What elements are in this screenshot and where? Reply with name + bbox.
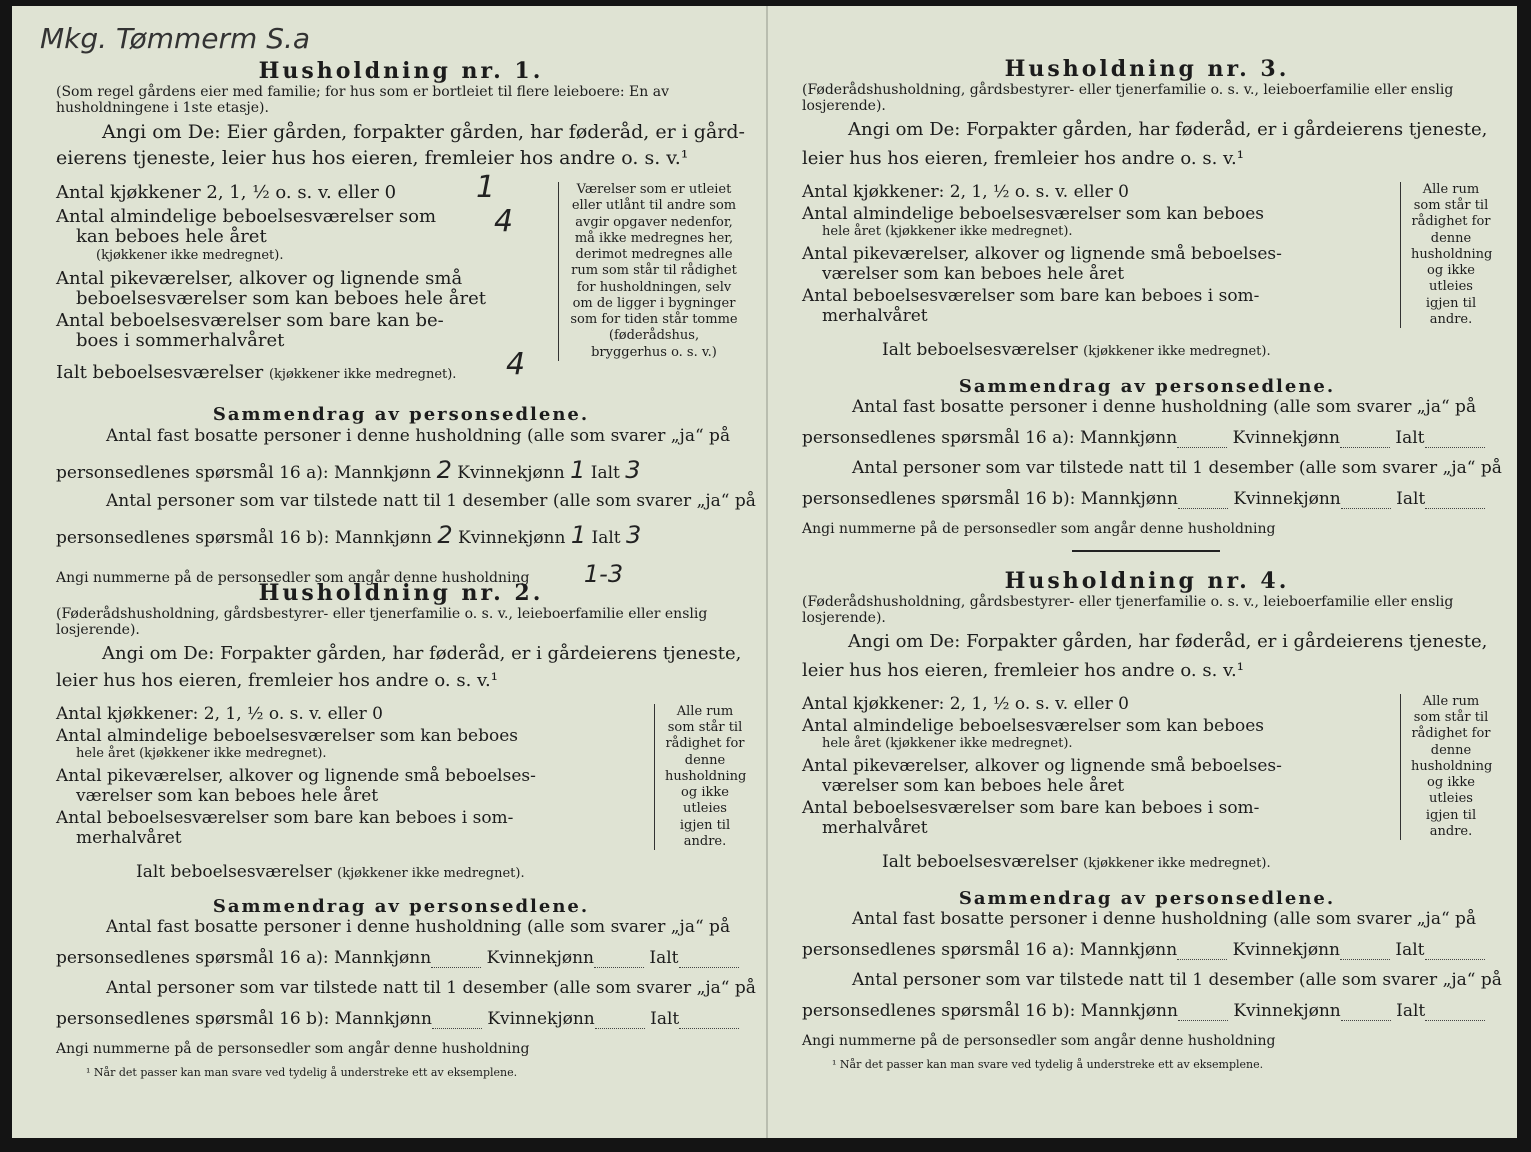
household-4 — [802, 568, 1502, 1071]
h1-b-kvinne: 1 — [570, 521, 587, 550]
som-label-1: Antal beboelsesværelser som bare kan be- — [56, 310, 444, 332]
household-4-title: Husholdning nr. 4. — [1004, 568, 1290, 594]
h2-b-kvinne-label: Kvinnekjønn — [487, 1008, 595, 1029]
h2-note: Alle rum som står til rådighet for denne husholdning og ikke utleies igjen til andre. — [654, 704, 745, 850]
h3-b-line2 — [802, 489, 1492, 509]
h4-alm1: Antal almindelige beboelsesværelser som kan beboes — [802, 715, 1264, 736]
pike-label-2: beboelsesværelser som kan beboes hele året — [76, 288, 486, 310]
h4-som2: merhalvåret — [822, 817, 928, 838]
h1-num-answer: 1-3 — [583, 560, 624, 589]
h2-b-ialt-label: Ialt — [650, 1008, 680, 1029]
h2-a-kvinne-field[interactable] — [594, 967, 644, 968]
h3-angi-line2: leier hus hos eieren, fremleier hos andre o. s. v.¹ — [802, 148, 1244, 170]
h3-summary-title: Sammendrag av personsedlene. — [958, 375, 1336, 397]
h2-alm1: Antal almindelige beboelsesværelser som kan beboes — [56, 725, 518, 746]
h1-a-kvinne-label: Kvinnekjønn — [457, 463, 565, 484]
h4-b-mann-field[interactable] — [1178, 1020, 1228, 1021]
h2-b-mann-label: personsedlenes spørsmål 16 b): Mannkjønn — [56, 1008, 432, 1029]
h1-b-ialt: 3 — [626, 521, 642, 550]
right-footnote: ¹ Når det passer kan man svare ved tydelig å understreke ett av eksemplene. — [832, 1057, 1264, 1071]
h3-a-ialt-field[interactable] — [1425, 447, 1485, 448]
h1-a-mann: 2 — [436, 456, 452, 485]
household-1 — [56, 58, 756, 589]
som-label-2: boes i sommerhalvåret — [76, 330, 285, 352]
h3-ialt-small: (kjøkkener ikke medregnet). — [1083, 343, 1271, 359]
h3-kjokken: Antal kjøkkener: 2, 1, ½ o. s. v. eller 0 — [802, 181, 1129, 202]
h1-b-line1: Antal personer som var tilstede natt til 1 desember (alle som svarer „ja“ på — [106, 490, 756, 511]
alm-label-1: Antal almindelige beboelsesværelser som — [56, 206, 437, 228]
h3-b-mann-field[interactable] — [1178, 508, 1228, 509]
h2-ialt — [136, 862, 525, 882]
kjokken-answer: 1 — [476, 170, 496, 206]
h4-a-line1: Antal fast bosatte personer i denne husholdning (alle som svarer „ja“ på — [852, 909, 1477, 930]
h4-kjokken: Antal kjøkkener: 2, 1, ½ o. s. v. eller 0 — [802, 693, 1129, 714]
h2-a-kvinne-label: Kvinnekjønn — [486, 947, 594, 968]
kjokken-label: Antal kjøkkener 2, 1, ½ o. s. v. eller 0 — [56, 182, 397, 204]
household-3-subtitle: (Føderådshusholdning, gårdsbestyrer- eller tjenerfamilie o. s. v., leieboerfamilie eller enslig losjerende). — [802, 82, 1454, 115]
household-2-subtitle: (Føderådshusholdning, gårdsbestyrer- eller tjenerfamilie o. s. v., leieboerfamilie eller enslig losjerende). — [56, 606, 708, 639]
h3-b-mann-label: personsedlenes spørsmål 16 b): Mannkjønn — [802, 488, 1178, 509]
h2-a-mann-field[interactable] — [431, 967, 481, 968]
h3-note: Alle rum som står til rådighet for denne husholdning og ikke utleies igjen til andre. — [1400, 182, 1491, 328]
h4-b-ialt-label: Ialt — [1396, 1000, 1426, 1021]
h4-pike2: værelser som kan beboes hele året — [822, 775, 1125, 796]
h1-num-label: Angi nummerne på de personsedler som angår denne husholdning — [56, 570, 530, 587]
h2-a-ialt-label: Ialt — [649, 947, 679, 968]
household-1-angi-line2: eierens tjeneste, leier hus hos eieren, fremleier hos andre o. s. v.¹ — [56, 147, 689, 170]
h3-pike1: Antal pikeværelser, alkover og lignende små beboelses- — [802, 243, 1282, 264]
h3-som1: Antal beboelsesværelser som bare kan beboes i som- — [802, 285, 1260, 306]
h1-a-ialt: 3 — [625, 456, 641, 485]
h3-a-ialt-label: Ialt — [1395, 427, 1425, 448]
h4-a-ialt-label: Ialt — [1395, 939, 1425, 960]
alm-label-2: kan beboes hele året — [76, 226, 267, 248]
household-1-note: Værelser som er utleiet eller utlånt til andre som avgir opgaver nedenfor, må ikke medregnes her, derimot medregnes alle rum som står til rådighet for husholdningen, selv om de ligger i bygninger som for tiden står tomme (føderådshus, bryggerhus o. s. v.) — [558, 182, 739, 361]
h4-som1: Antal beboelsesværelser som bare kan beboes i som- — [802, 797, 1260, 818]
h3-angi-line1: Angi om De: Forpakter gården, har føderåd, er i gårdeierens tjeneste, — [848, 118, 1488, 140]
h2-b-line2 — [56, 1009, 746, 1029]
h3-b-ialt-field[interactable] — [1425, 508, 1485, 509]
h4-a-mann-label: personsedlenes spørsmål 16 a): Mannkjønn — [802, 939, 1178, 960]
ialt-answer: 4 — [506, 347, 526, 383]
h3-ialt — [882, 340, 1271, 360]
h1-a-ialt-label: Ialt — [590, 463, 620, 484]
h1-b-ialt-label: Ialt — [591, 528, 621, 549]
household-1-summary-title: Sammendrag av personsedlene. — [212, 404, 590, 426]
h4-angi-line2: leier hus hos eieren, fremleier hos andre o. s. v.¹ — [802, 660, 1244, 682]
page-fold — [766, 6, 768, 1138]
h2-angi-line1: Angi om De: Forpakter gården, har føderåd, er i gårdeierens tjeneste, — [102, 642, 742, 664]
h4-b-line1: Antal personer som var tilstede natt til 1 desember (alle som svarer „ja“ på — [852, 970, 1502, 991]
h1-b-mann: 2 — [437, 521, 453, 550]
ialt-label: Ialt beboelsesværelser — [56, 362, 264, 384]
h4-alm2: hele året (kjøkkener ikke medregnet). — [822, 735, 1073, 751]
h2-ialt-small: (kjøkkener ikke medregnet). — [337, 865, 525, 881]
h4-ialt-small: (kjøkkener ikke medregnet). — [1083, 855, 1271, 871]
h1-b-mann-label: personsedlenes spørsmål 16 b): Mannkjønn — [56, 528, 432, 549]
h2-a-line1: Antal fast bosatte personer i denne husholdning (alle som svarer „ja“ på — [106, 917, 731, 938]
h2-pike1: Antal pikeværelser, alkover og lignende små beboelses- — [56, 765, 536, 786]
h2-b-mann-field[interactable] — [432, 1028, 482, 1029]
h2-som2: merhalvåret — [76, 827, 182, 848]
h3-alm1: Antal almindelige beboelsesværelser som kan beboes — [802, 203, 1264, 224]
h3-pike2: værelser som kan beboes hele året — [822, 263, 1125, 284]
h4-a-kvinne-field[interactable] — [1340, 959, 1390, 960]
h1-b-kvinne-label: Kvinnekjønn — [458, 528, 566, 549]
h4-b-ialt-field[interactable] — [1425, 1020, 1485, 1021]
h3-a-line2 — [802, 428, 1492, 448]
h3-b-ialt-label: Ialt — [1396, 488, 1426, 509]
h4-b-mann-label: personsedlenes spørsmål 16 b): Mannkjønn — [802, 1000, 1178, 1021]
h1-b-line2 — [56, 521, 746, 550]
h3-num-label: Angi nummerne på de personsedler som angår denne husholdning — [802, 520, 1276, 537]
h4-ialt — [882, 852, 1271, 872]
household-2-rooms — [56, 704, 746, 884]
h3-som2: merhalvåret — [822, 305, 928, 326]
household-3-rooms — [802, 182, 1492, 362]
handwritten-header: Mkg. Tømmerm S.a — [40, 22, 311, 55]
h2-ialt-label: Ialt beboelsesværelser — [136, 861, 332, 882]
h2-kjokken: Antal kjøkkener: 2, 1, ½ o. s. v. eller 0 — [56, 703, 383, 724]
household-2 — [56, 580, 756, 1079]
h4-b-kvinne-label: Kvinnekjønn — [1233, 1000, 1341, 1021]
h4-ialt-label: Ialt beboelsesværelser — [882, 851, 1078, 872]
h2-summary-title: Sammendrag av personsedlene. — [212, 895, 590, 917]
h3-b-line1: Antal personer som var tilstede natt til 1 desember (alle som svarer „ja“ på — [852, 458, 1502, 479]
h4-pike1: Antal pikeværelser, alkover og lignende små beboelses- — [802, 755, 1282, 776]
h4-a-ialt-field[interactable] — [1425, 959, 1485, 960]
left-footnote: ¹ Når det passer kan man svare ved tydelig å understreke ett av eksemplene. — [86, 1065, 518, 1079]
h2-angi-line2: leier hus hos eieren, fremleier hos andre o. s. v.¹ — [56, 670, 498, 692]
h4-a-mann-field[interactable] — [1177, 959, 1227, 960]
h4-summary-title: Sammendrag av personsedlene. — [958, 887, 1336, 909]
h3-b-kvinne-label: Kvinnekjønn — [1233, 488, 1341, 509]
household-1-title: Husholdning nr. 1. — [258, 58, 544, 84]
h4-b-kvinne-field[interactable] — [1341, 1020, 1391, 1021]
h4-a-line2 — [802, 940, 1492, 960]
household-3 — [802, 56, 1502, 538]
h3-ialt-label: Ialt beboelsesværelser — [882, 339, 1078, 360]
pike-label-1: Antal pikeværelser, alkover og lignende små — [56, 268, 463, 290]
h3-alm2: hele året (kjøkkener ikke medregnet). — [822, 223, 1073, 239]
h2-pike2: værelser som kan beboes hele året — [76, 785, 379, 806]
h2-a-ialt-field[interactable] — [679, 967, 739, 968]
household-1-angi-line1: Angi om De: Eier gården, forpakter gården, har føderåd, er i gård- — [102, 120, 745, 143]
h3-b-kvinne-field[interactable] — [1341, 508, 1391, 509]
h2-alm2: hele året (kjøkkener ikke medregnet). — [76, 745, 327, 761]
h3-a-mann-field[interactable] — [1177, 447, 1227, 448]
household-4-subtitle: (Føderådshusholdning, gårdsbestyrer- eller tjenerfamilie o. s. v., leieboerfamilie eller enslig losjerende). — [802, 594, 1454, 627]
h4-num-label: Angi nummerne på de personsedler som angår denne husholdning — [802, 1032, 1276, 1049]
section-divider — [1072, 550, 1220, 552]
h2-num-label: Angi nummerne på de personsedler som angår denne husholdning — [56, 1040, 530, 1057]
h1-a-mann-label: personsedlenes spørsmål 16 a): Mannkjønn — [56, 463, 432, 484]
household-1-rooms — [56, 170, 746, 392]
h3-a-kvinne-label: Kvinnekjønn — [1232, 427, 1340, 448]
ialt-small: (kjøkkener ikke medregnet). — [268, 367, 457, 383]
household-2-title: Husholdning nr. 2. — [258, 580, 544, 606]
alm-label-3: (kjøkkener ikke medregnet). — [96, 248, 284, 264]
h2-som1: Antal beboelsesværelser som bare kan beboes i som- — [56, 807, 514, 828]
household-1-subtitle: (Som regel gårdens eier med familie; for hus som er bortleiet til flere leieboere: En av husholdningene i 1ste etasje). — [56, 84, 669, 117]
alm-answer: 4 — [494, 204, 514, 240]
h4-note: Alle rum som står til rådighet for denne husholdning og ikke utleies igjen til andre. — [1400, 694, 1491, 840]
household-3-title: Husholdning nr. 3. — [1004, 56, 1290, 82]
h2-b-line1: Antal personer som var tilstede natt til 1 desember (alle som svarer „ja“ på — [106, 978, 756, 999]
h3-a-mann-label: personsedlenes spørsmål 16 a): Mannkjønn — [802, 427, 1178, 448]
h2-a-line2 — [56, 948, 746, 968]
household-4-rooms — [802, 694, 1492, 874]
h4-a-kvinne-label: Kvinnekjønn — [1232, 939, 1340, 960]
h2-b-ialt-field[interactable] — [679, 1028, 739, 1029]
ialt-line — [56, 362, 456, 384]
h1-a-line2 — [56, 456, 746, 485]
h3-a-line1: Antal fast bosatte personer i denne husholdning (alle som svarer „ja“ på — [852, 397, 1477, 418]
h2-a-mann-label: personsedlenes spørsmål 16 a): Mannkjønn — [56, 947, 432, 968]
h3-a-kvinne-field[interactable] — [1340, 447, 1390, 448]
h4-angi-line1: Angi om De: Forpakter gården, har føderåd, er i gårdeierens tjeneste, — [848, 630, 1488, 652]
h4-b-line2 — [802, 1001, 1492, 1021]
h2-b-kvinne-field[interactable] — [595, 1028, 645, 1029]
h1-a-kvinne: 1 — [570, 456, 586, 485]
h1-a-line1: Antal fast bosatte personer i denne husholdning (alle som svarer „ja“ på — [106, 425, 731, 446]
